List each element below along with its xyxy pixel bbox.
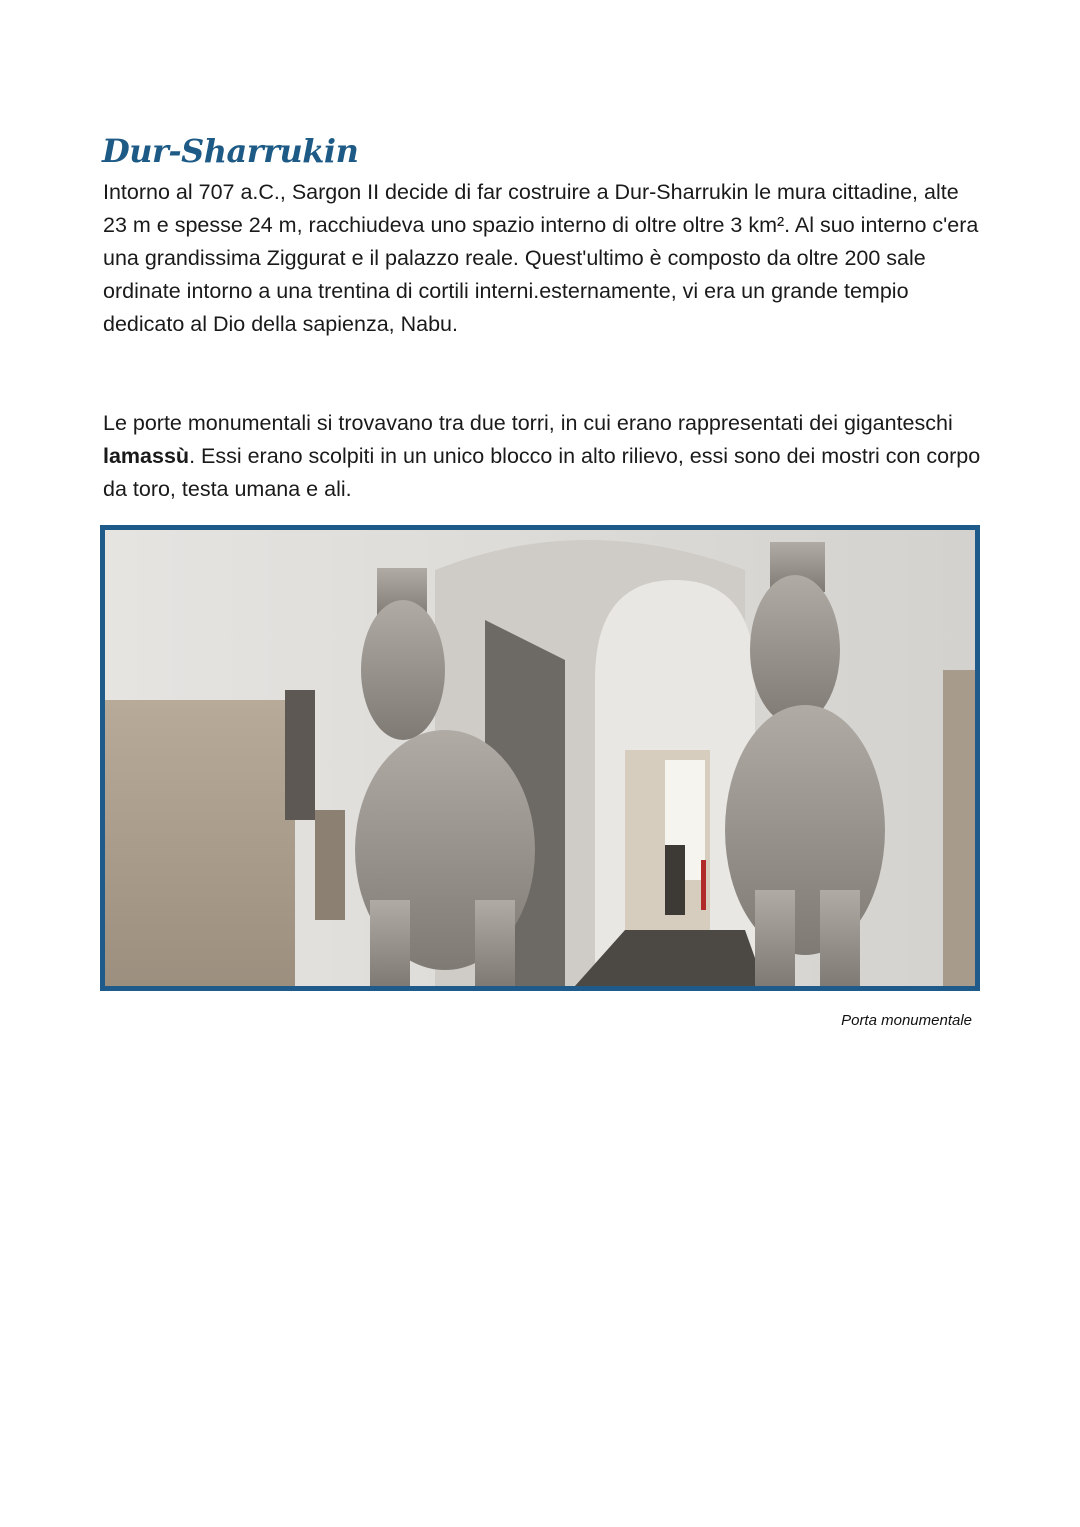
text: Le porte monumentali si trovavano tra due torri, in cui erano rappresentati dei giganteschi — [103, 411, 953, 435]
lamassu-gate-photo — [100, 525, 980, 991]
photo-illustration — [105, 530, 975, 986]
bold-term: lamassù — [103, 444, 190, 468]
page-title: Dur-Sharrukin — [102, 132, 359, 170]
figure-caption: Porta monumentale — [841, 1012, 972, 1029]
body-paragraph-1: Intorno al 707 a.C., Sargon II decide di far costruire a Dur-Sharrukin le mura cittadine, alte 23 m e spesse 24 m, racchiudeva uno spazio interno di oltre oltre 3 km². Al suo interno c'era una grandissima Ziggurat e il palazzo reale. Quest'ultimo è composto da oltre 200 sale ordinate intorno a una trentina di cortili interni.esternamente, vi era un grande tempio dedicato al Dio della sapienza, Nabu. — [103, 180, 979, 336]
text: . Essi erano scolpiti in un unico blocco in alto rilievo, essi sono dei mostri con corpo da toro, testa umana e ali. — [103, 444, 981, 501]
body-paragraph-2 — [103, 407, 983, 506]
